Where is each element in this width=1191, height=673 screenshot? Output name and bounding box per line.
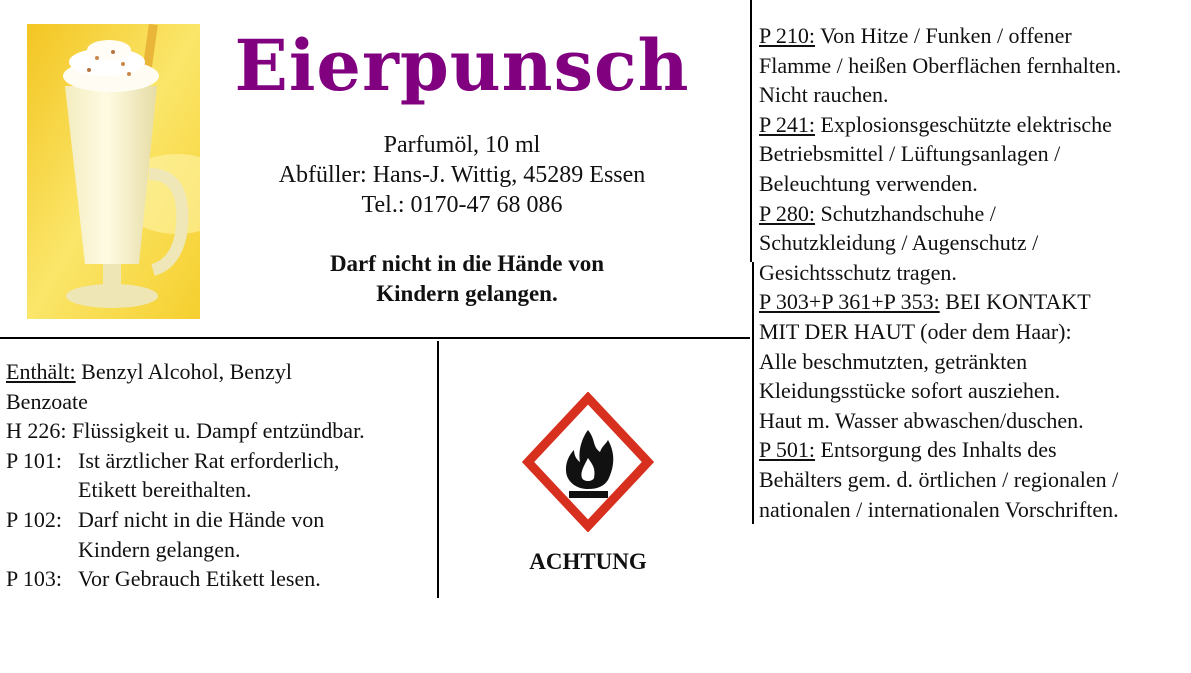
product-volume: Parfumöl, 10 ml	[383, 132, 541, 158]
vertical-divider-right-lower	[752, 262, 754, 524]
hazard-statement-h226: H 226: Flüssigkeit u. Dampf entzündbar.	[6, 418, 365, 444]
vertical-divider-right	[750, 0, 752, 262]
hazard-section: Enthält: Benzyl Alcohol, Benzyl Benzoate H 226: Flüssigkeit u. Dampf entzündbar. P 101: Ist ärztlicher Rat erforderlich, Etikett bereithalten. P 102: Darf nicht in die Hände von Kindern gelangen. P 103: Vor Gebrauch Etikett lesen.	[6, 357, 436, 594]
statement-p501: P 501: Entsorgung des Inhalts des	[759, 437, 1057, 463]
phone-number: Tel.: 0170-47 68 086	[361, 192, 563, 218]
filler-address: Abfüller: Hans-J. Wittig, 45289 Essen	[278, 162, 646, 188]
product-title: Eierpunsch	[234, 24, 690, 107]
ingredients-line: Enthält: Benzyl Alcohol, Benzyl	[6, 359, 292, 384]
ingredients-label: Enthält:	[6, 359, 76, 384]
product-photo	[27, 24, 200, 319]
statement-p241: P 241: Explosionsgeschützte elektrische	[759, 111, 1112, 137]
vertical-divider-middle	[437, 341, 439, 598]
hazard-statement-p103: P 103: Vor Gebrauch Etikett lesen.	[6, 566, 321, 592]
signal-word: ACHTUNG	[529, 549, 647, 574]
child-warning: Darf nicht in die Hände von Kindern gelangen.	[329, 251, 605, 306]
horizontal-divider	[0, 337, 750, 339]
product-info	[212, 130, 712, 220]
statement-p280: P 280: Schutzhandschuhe /	[759, 200, 996, 226]
hazard-statement-p102: P 102: Darf nicht in die Hände von	[6, 506, 325, 532]
statement-p210: P 210: Von Hitze / Funken / offener	[759, 23, 1072, 48]
precautionary-section: P 210: Von Hitze / Funken / offener Flamme / heißen Oberflächen fernhalten. Nicht rauchen. P 241: Explosionsgeschützte elektrische Betriebsmittel / Lüftungsanlagen / Beleuchtung verwenden. P 280: Schutzhandschuhe / Schutzkleidung / Augenschutz / Gesichtsschutz tragen. P 303+P 361+P 353: BEI KONTAKT MIT DER HAUT (oder dem Haar): Alle beschmutzten, getränkten Kleidungsstücke sofort ausziehen. Haut m. Wasser abwaschen/duschen. P 501: Entsorgung des Inhalts des Behälters gem. d. örtlichen / regionalen / nationalen / internationalen Vorschriften.	[759, 21, 1191, 524]
hazard-statement-p101: P 101: Ist ärztlicher Rat erforderlich,	[6, 447, 340, 473]
statement-p303-p361-p353: P 303+P 361+P 353: BEI KONTAKT	[759, 289, 1091, 315]
flame-icon	[522, 392, 654, 532]
